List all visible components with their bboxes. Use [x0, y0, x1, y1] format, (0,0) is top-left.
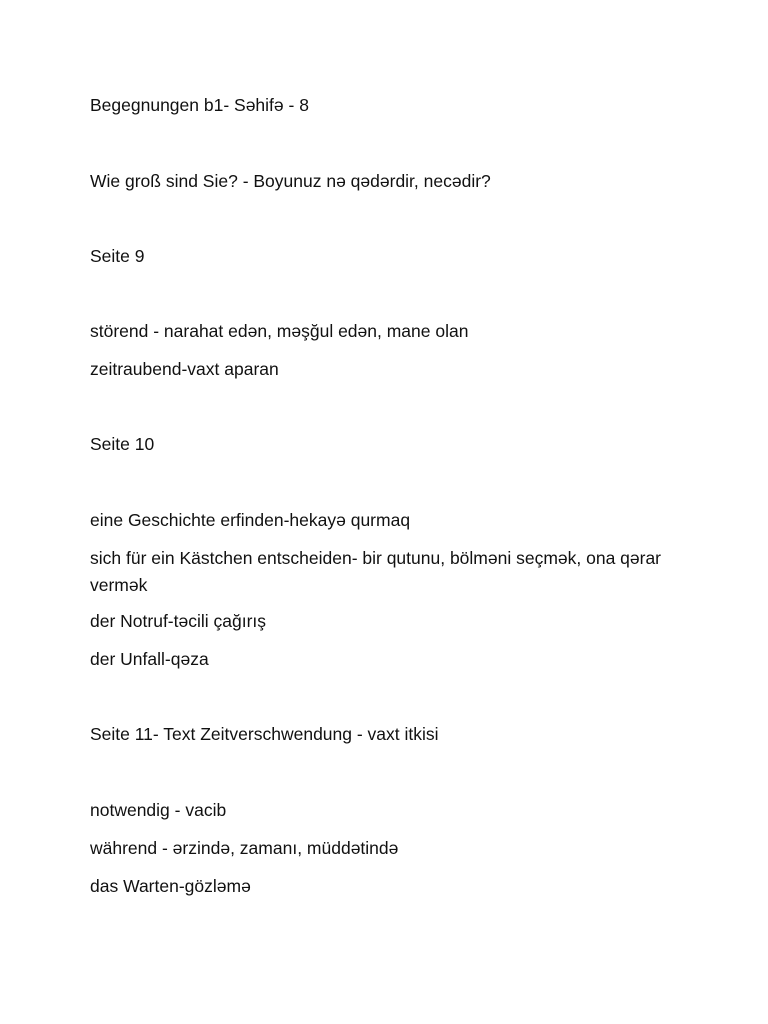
- text-line: Wie groß sind Sie? - Boyunuz nə qədərdir, necədir?: [90, 171, 491, 191]
- text-line: das Warten-gözləmə: [90, 876, 251, 896]
- text-line: der Notruf-təcili çağırış: [90, 611, 267, 631]
- text-line: der Unfall-qəza: [90, 649, 209, 669]
- text-line: sich für ein Kästchen entscheiden- bir qutunu, bölməni seçmək, ona qərar vermək: [90, 548, 662, 595]
- section-heading: Seite 9: [90, 246, 145, 266]
- section-heading: Seite 11- Text Zeitverschwendung - vaxt itkisi: [90, 724, 439, 744]
- text-line: zeitraubend-vaxt aparan: [90, 359, 279, 379]
- section-heading: Seite 10: [90, 434, 155, 454]
- text-line: während - ərzində, zamanı, müddətində: [90, 838, 399, 858]
- text-line: notwendig - vacib: [90, 800, 227, 820]
- text-line: eine Geschichte erfinden-hekayə qurmaq: [90, 510, 411, 530]
- text-line: störend - narahat edən, məşğul edən, mane olan: [90, 321, 469, 341]
- page-heading: Begegnungen b1- Səhifə - 8: [90, 95, 309, 115]
